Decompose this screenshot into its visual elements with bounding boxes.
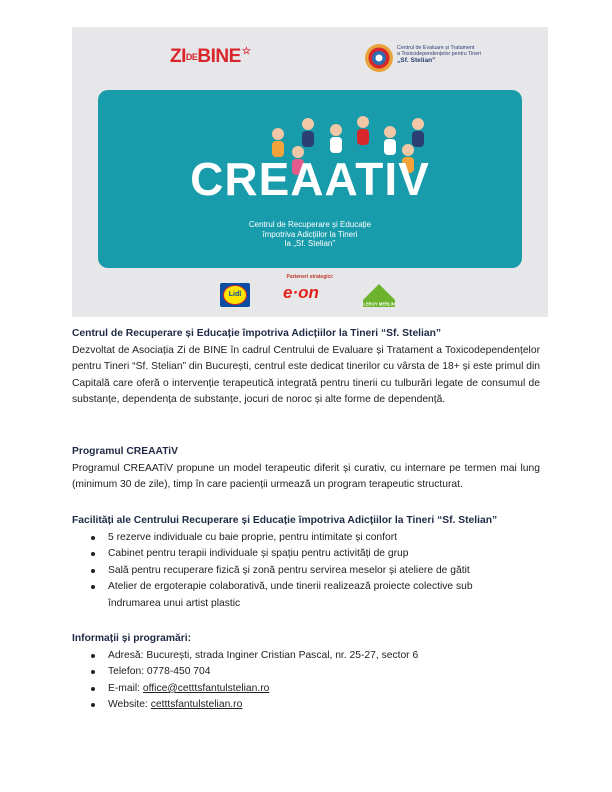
facilities-list (72, 530, 540, 613)
email-item: E-mail: office@cetttsfantulstelian.ro (72, 681, 540, 698)
section-facilities (72, 513, 540, 613)
leroy-merlin-logo (359, 278, 399, 312)
section-contact (72, 631, 540, 714)
contact-list (72, 648, 540, 714)
address-item: Adresă: București, strada Inginer Cristian Pascal, nr. 25-27, sector 6 (72, 648, 540, 665)
section-centre (72, 326, 540, 409)
banner-title: CREAATIV (190, 153, 430, 205)
email-link[interactable]: office@cetttsfantulstelian.ro (142, 682, 270, 694)
section-centre-heading: Centrul de Recuperare și Educație împotriva Adicțiilor la Tineri “Sf. Stelian” (72, 328, 442, 339)
website-item: Website: cetttsfantulstelian.ro (72, 697, 540, 714)
center-logo: Centrul de Evaluare și Tratament a Toxicodependențelor pentru Tineri „Sf. Stelian" (364, 41, 534, 81)
zi-de-bine-logo: ZIDEBINE☆ (170, 46, 251, 67)
section-program-heading: Programul CREAATiV (72, 446, 179, 457)
partners-label: Parteneri strategici: (286, 274, 334, 280)
section-centre-body: Dezvoltat de Asociația Zi de BINE în cadrul Centrului de Evaluare și Tratament a Toxicodependențelor pentru Tineri “Sf. Stelian” din București, centrul este dedicat tinerilor cu vârsta de 18+ și este primul din Capitală care oferă o intervenție terapeutică integrată pentru tinerii cu tulburări legate de consumul de substanțe, dependența de substanțe, jocuri de noroc și alte forme de dependență. (72, 344, 540, 406)
lidl-logo: Lidl (220, 283, 250, 307)
website-link[interactable]: cetttsfantulstelian.ro (150, 699, 243, 711)
list-item: Sală pentru recuperare fizică și zonă pentru servirea meselor și ateliere de gătit (72, 563, 540, 580)
banner-subtitle: Centrul de Recuperare și Educație împotriva Adicțiilor la Tineri la „Sf. Stelian" (248, 220, 372, 248)
banner-teal-panel (98, 90, 522, 268)
center-logo-icon (364, 43, 394, 73)
section-contact-heading: Informații și programări: (72, 633, 192, 644)
phone-item: Telefon: 0778-450 704 (72, 664, 540, 681)
list-item: 5 rezerve individuale cu baie proprie, pentru intimitate și confort (72, 530, 540, 547)
section-program (72, 444, 540, 494)
banner-image (72, 27, 548, 317)
eon-logo: e·on (283, 283, 319, 302)
svg-text:LEROY MERLIN: LEROY MERLIN (363, 301, 395, 307)
list-item: Atelier de ergoterapie colaborativă, unde tinerii realizează proiecte colective sub îndrumarea unui artist plastic (72, 579, 540, 612)
section-facilities-heading: Facilități ale Centrului Recuperare și Educație împotriva Adicțiilor la Tineri “Sf. Stelian” (72, 515, 498, 526)
list-item: Cabinet pentru terapii individuale și spațiu pentru activități de grup (72, 546, 540, 563)
section-program-body: Programul CREAATiV propune un model terapeutic diferit și curativ, cu internare pe termen mai lung (minimum 30 de zile), timp în care pacienții urmează un program terapeutic structurat. (72, 462, 540, 491)
